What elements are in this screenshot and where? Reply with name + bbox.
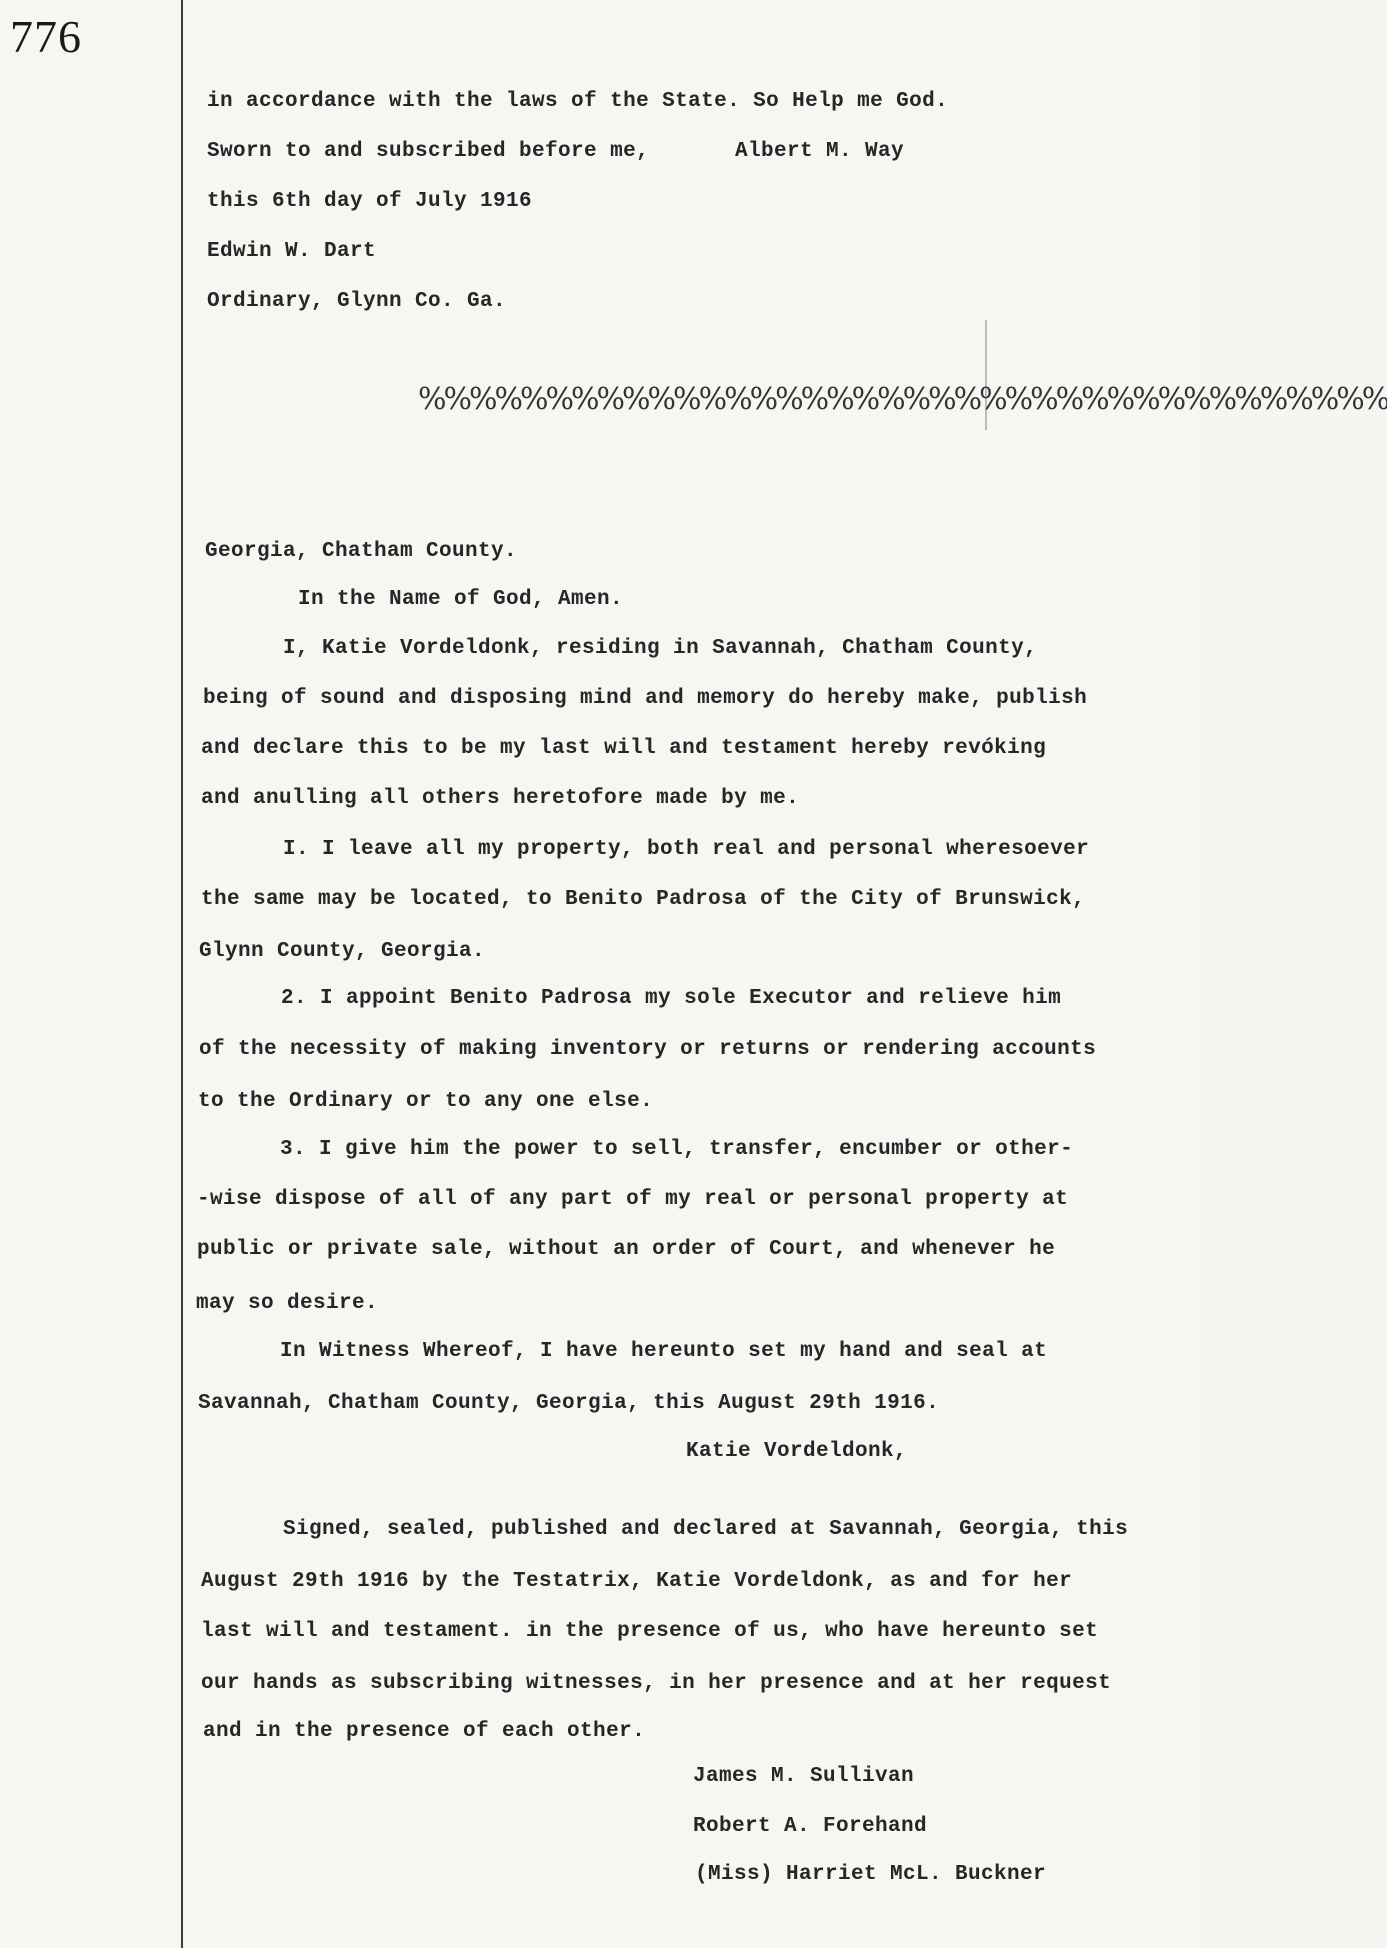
witness-clause-line: Savannah, Chatham County, Georgia, this August 29th 1916.: [198, 1392, 940, 1415]
item-3-line: may so desire.: [196, 1292, 379, 1315]
witness-signature: Robert A. Forehand: [693, 1815, 928, 1838]
will-intro-line: I, Katie Vordeldonk, residing in Savannah, Chatham County,: [283, 637, 1038, 660]
will-intro-line: and declare this to be my last will and testament hereby revóking: [201, 737, 1047, 760]
will-intro-line: being of sound and disposing mind and memory do hereby make, publish: [203, 687, 1088, 710]
witness-signature: James M. Sullivan: [693, 1765, 915, 1788]
item-1-line: I. I leave all my property, both real and personal wheresoever: [283, 838, 1090, 861]
section-divider: %%%%%%%%%%%%%%%%%%%%%%%%%%%%%%%%%%%%%%: [418, 382, 1387, 417]
item-3-line: 3. I give him the power to sell, transfer, encumber or other-: [280, 1138, 1074, 1161]
witness-clause-line: In Witness Whereof, I have hereunto set my hand and seal at: [280, 1340, 1048, 1363]
item-3-line: public or private sale, without an order of Court, and whenever he: [197, 1238, 1056, 1261]
affiant-name: Albert M. Way: [735, 140, 905, 163]
oath-sworn-line: Sworn to and subscribed before me,: [207, 140, 650, 163]
attestation-line: Signed, sealed, published and declared at Savannah, Georgia, this: [283, 1518, 1129, 1541]
testatrix-signature: Katie Vordeldonk,: [686, 1440, 908, 1463]
page-number: 776: [10, 11, 82, 62]
attestation-line: our hands as subscribing witnesses, in her presence and at her request: [201, 1672, 1112, 1695]
margin-rule: [181, 0, 183, 1948]
ordinary-title: Ordinary, Glynn Co. Ga.: [207, 290, 507, 313]
oath-line-1: in accordance with the laws of the State. So Help me God.: [207, 90, 949, 113]
attestation-line: August 29th 1916 by the Testatrix, Katie Vordeldonk, as and for her: [201, 1570, 1073, 1593]
item-1-line: the same may be located, to Benito Padrosa of the City of Brunswick,: [201, 888, 1086, 911]
item-1-line: Glynn County, Georgia.: [199, 940, 486, 963]
item-3-line: -wise dispose of all of any part of my real or personal property at: [197, 1188, 1069, 1211]
attestation-line: last will and testament. in the presence of us, who have hereunto set: [201, 1620, 1099, 1643]
oath-date-line: this 6th day of July 1916: [207, 190, 533, 213]
witness-signature: (Miss) Harriet McL. Buckner: [695, 1863, 1047, 1886]
item-2-line: 2. I appoint Benito Padrosa my sole Executor and relieve him: [281, 987, 1062, 1010]
will-intro-line: and anulling all others heretofore made by me.: [201, 787, 800, 810]
ordinary-name: Edwin W. Dart: [207, 240, 377, 263]
attestation-line: and in the presence of each other.: [203, 1720, 646, 1743]
item-2-line: to the Ordinary or to any one else.: [198, 1090, 654, 1113]
will-invocation: In the Name of God, Amen.: [298, 588, 624, 611]
item-2-line: of the necessity of making inventory or returns or rendering accounts: [199, 1038, 1097, 1061]
will-heading: Georgia, Chatham County.: [205, 540, 518, 563]
